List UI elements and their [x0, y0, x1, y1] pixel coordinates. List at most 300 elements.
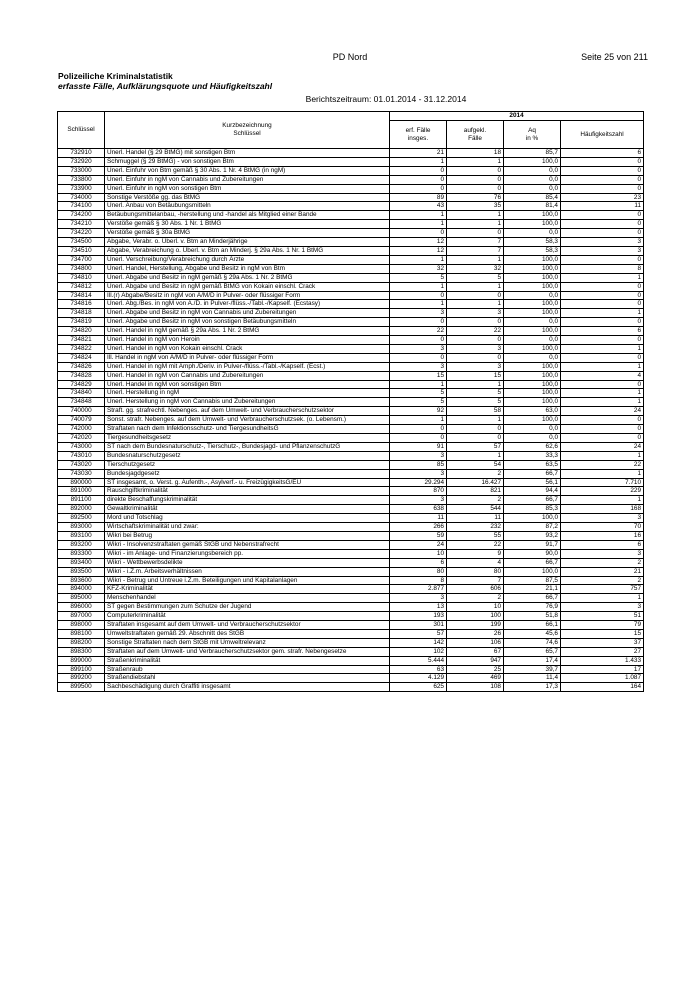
cell-description: Rauschgiftkriminalität: [105, 487, 390, 496]
cell-description: Straft. gg. strafrechtl. Nebenges. auf dem Umwelt- und Verbraucherschutzsektor: [105, 407, 390, 416]
cell-cases: 8: [390, 576, 447, 585]
cell-cases: 1: [390, 220, 447, 229]
cell-clearance-rate: 0,0: [504, 175, 561, 184]
cell-cases: 0: [390, 336, 447, 345]
col-header-cases-line2: insges.: [407, 134, 429, 142]
cell-frequency: 0: [561, 157, 644, 166]
cell-key: 734824: [58, 353, 105, 362]
table-row: [58, 264, 644, 273]
cell-key: 892500: [58, 514, 105, 523]
cell-key: 734829: [58, 380, 105, 389]
col-header-key: Schlüssel: [58, 112, 105, 149]
cell-cases: 0: [390, 425, 447, 434]
table-row: [58, 683, 644, 692]
cell-solved: 0: [447, 318, 504, 327]
table-row: [58, 362, 644, 371]
table-row: [58, 656, 644, 665]
cell-frequency: 2: [561, 558, 644, 567]
table-row: [58, 175, 644, 184]
table-row: [58, 229, 644, 238]
cell-solved: 3: [447, 344, 504, 353]
cell-clearance-rate: 85,3: [504, 505, 561, 514]
cell-solved: 1: [447, 300, 504, 309]
cell-frequency: 3: [561, 514, 644, 523]
cell-clearance-rate: 0,0: [504, 434, 561, 443]
cell-frequency: 0: [561, 255, 644, 264]
cell-frequency: 1: [561, 451, 644, 460]
cell-clearance-rate: 0,0: [504, 318, 561, 327]
cell-key: 734000: [58, 193, 105, 202]
col-header-cases: [390, 121, 447, 149]
cell-frequency: 0: [561, 300, 644, 309]
col-header-aq-line1: Aq: [528, 126, 536, 134]
cell-key: 899000: [58, 656, 105, 665]
cell-description: Wikri - Wettbewerbsdelikte: [105, 558, 390, 567]
cell-clearance-rate: 100,0: [504, 327, 561, 336]
cell-cases: 1: [390, 300, 447, 309]
cell-description: Sonstige Verstöße gg. das BtMG: [105, 193, 390, 202]
cell-description: Unerl. Einfuhr in ngM von sonstigen Btm: [105, 184, 390, 193]
table-row: [58, 255, 644, 264]
cell-description: Abgabe, Verabr. o. Überl. v. Btm an Minderjährige: [105, 238, 390, 247]
cell-clearance-rate: 58,3: [504, 246, 561, 255]
cell-description: Wirtschaftskriminalität und zwar:: [105, 523, 390, 532]
table-row: [58, 442, 644, 451]
cell-cases: 2.877: [390, 585, 447, 594]
cell-cases: 24: [390, 540, 447, 549]
cell-description: Betäubungsmittelanbau, -herstellung und -handel als Mitglied einer Bande: [105, 211, 390, 220]
table-row: [58, 603, 644, 612]
cell-key: 734818: [58, 309, 105, 318]
report-subtitle: erfasste Fälle, Aufklärungsquote und Häufigkeitszahl: [58, 81, 273, 91]
cell-frequency: 6: [561, 540, 644, 549]
cell-description: Straßenkriminalität: [105, 656, 390, 665]
reporting-period: Berichtszeitraum: 01.01.2014 - 31.12.2014: [305, 94, 467, 104]
cell-description: Unerl. Handel in ngM von sonstigen Btm: [105, 380, 390, 389]
table-row: [58, 149, 644, 158]
page-number: Seite 25 von 211: [581, 52, 648, 62]
cell-clearance-rate: 0,0: [504, 291, 561, 300]
cell-description: Unerl. Handel in ngM von Cannabis und Zubereitungen: [105, 371, 390, 380]
cell-clearance-rate: 58,3: [504, 238, 561, 247]
cell-frequency: 1: [561, 398, 644, 407]
cell-cases: 102: [390, 647, 447, 656]
cell-solved: 18: [447, 149, 504, 158]
cell-frequency: 1: [561, 496, 644, 505]
cell-clearance-rate: 39,7: [504, 665, 561, 674]
cell-solved: 4: [447, 558, 504, 567]
cell-solved: 1: [447, 255, 504, 264]
table-row: [58, 389, 644, 398]
cell-clearance-rate: 66,7: [504, 558, 561, 567]
cell-key: 734814: [58, 291, 105, 300]
table-row: [58, 478, 644, 487]
cell-key: 899500: [58, 683, 105, 692]
cell-key: 734100: [58, 202, 105, 211]
cell-key: 895000: [58, 594, 105, 603]
table-row: [58, 638, 644, 647]
cell-description: Straßendiebstahl: [105, 674, 390, 683]
cell-key: 732910: [58, 149, 105, 158]
cell-frequency: 23: [561, 193, 644, 202]
cell-cases: 638: [390, 505, 447, 514]
cell-clearance-rate: 100,0: [504, 264, 561, 273]
cell-cases: 12: [390, 246, 447, 255]
table-row: [58, 371, 644, 380]
cell-solved: 1: [447, 416, 504, 425]
table-row: [58, 460, 644, 469]
cell-key: 894000: [58, 585, 105, 594]
col-header-description-line1: Kurzbezeichnung: [222, 122, 272, 129]
cell-clearance-rate: 0,0: [504, 166, 561, 175]
cell-key: 742000: [58, 425, 105, 434]
cell-cases: 1: [390, 416, 447, 425]
table-row: [58, 576, 644, 585]
cell-solved: 1: [447, 211, 504, 220]
cell-description: Straftaten insgesamt auf dem Umwelt- und Verbraucherschutzsektor: [105, 621, 390, 630]
cell-description: Unerl. Abgabe und Besitz in ngM von Cannabis und Zubereitungen: [105, 309, 390, 318]
header-unit: PD Nord: [332, 52, 368, 62]
cell-cases: 0: [390, 166, 447, 175]
cell-cases: 92: [390, 407, 447, 416]
cell-frequency: 168: [561, 505, 644, 514]
cell-cases: 1: [390, 380, 447, 389]
cell-solved: 1: [447, 220, 504, 229]
cell-cases: 11: [390, 514, 447, 523]
table-row: [58, 629, 644, 638]
cell-key: 899100: [58, 665, 105, 674]
cell-cases: 3: [390, 362, 447, 371]
cell-solved: 7: [447, 246, 504, 255]
cell-frequency: 1: [561, 309, 644, 318]
cell-key: 897000: [58, 612, 105, 621]
table-row: [58, 202, 644, 211]
cell-description: Verstöße gemäß § 30 Abs. 1 Nr. 1 BtMG: [105, 220, 390, 229]
cell-frequency: 0: [561, 425, 644, 434]
table-row: [58, 193, 644, 202]
cell-clearance-rate: 17,4: [504, 656, 561, 665]
cell-solved: 1: [447, 380, 504, 389]
table-row: [58, 238, 644, 247]
cell-cases: 5: [390, 398, 447, 407]
cell-key: 734510: [58, 246, 105, 255]
table-row: [58, 558, 644, 567]
cell-solved: 0: [447, 353, 504, 362]
cell-cases: 91: [390, 442, 447, 451]
cell-cases: 0: [390, 291, 447, 300]
cell-cases: 3: [390, 496, 447, 505]
cell-clearance-rate: 0,0: [504, 353, 561, 362]
cell-solved: 0: [447, 336, 504, 345]
cell-cases: 1: [390, 282, 447, 291]
col-header-frequency: Häufigkeitszahl: [561, 121, 644, 149]
cell-key: 743030: [58, 469, 105, 478]
cell-frequency: 3: [561, 246, 644, 255]
cell-frequency: 15: [561, 629, 644, 638]
cell-description: Straftaten auf dem Umwelt- und Verbraucherschutzsektor gem. strafr. Nebengesetze: [105, 647, 390, 656]
col-header-year: 2014: [390, 112, 644, 121]
cell-key: 734200: [58, 211, 105, 220]
cell-clearance-rate: 94,4: [504, 487, 561, 496]
cell-key: 734810: [58, 273, 105, 282]
cell-clearance-rate: 100,0: [504, 255, 561, 264]
cell-cases: 0: [390, 184, 447, 193]
cell-key: 734820: [58, 327, 105, 336]
cell-frequency: 1: [561, 273, 644, 282]
cell-key: 734816: [58, 300, 105, 309]
cell-key: 740000: [58, 407, 105, 416]
cell-frequency: 0: [561, 166, 644, 175]
cell-key: 742020: [58, 434, 105, 443]
cell-clearance-rate: 90,0: [504, 549, 561, 558]
cell-description: Mord und Totschlag: [105, 514, 390, 523]
cell-frequency: 229: [561, 487, 644, 496]
cell-key: 891000: [58, 487, 105, 496]
cell-frequency: 164: [561, 683, 644, 692]
cell-clearance-rate: 100,0: [504, 220, 561, 229]
cell-clearance-rate: 87,5: [504, 576, 561, 585]
cell-cases: 5: [390, 273, 447, 282]
cell-description: Verstöße gemäß § 30a BtMG: [105, 229, 390, 238]
cell-solved: 2: [447, 469, 504, 478]
cell-frequency: 757: [561, 585, 644, 594]
cell-description: Wikri - i.Z.m. Arbeitsverhältnissen: [105, 567, 390, 576]
table-row: [58, 416, 644, 425]
cell-cases: 0: [390, 434, 447, 443]
cell-solved: 9: [447, 549, 504, 558]
cell-key: 734700: [58, 255, 105, 264]
table-row: [58, 336, 644, 345]
cell-description: Menschenhandel: [105, 594, 390, 603]
table-row: [58, 380, 644, 389]
cell-description: Unerl. Herstellung in ngM: [105, 389, 390, 398]
cell-cases: 1: [390, 157, 447, 166]
cell-clearance-rate: 66,7: [504, 496, 561, 505]
cell-key: 734220: [58, 229, 105, 238]
cell-description: Wikri - im Anlage- und Finanzierungsbereich pp.: [105, 549, 390, 558]
cell-frequency: 22: [561, 460, 644, 469]
col-header-aq-line2: in %: [525, 134, 539, 142]
cell-key: 898000: [58, 621, 105, 630]
cell-solved: 22: [447, 540, 504, 549]
cell-clearance-rate: 100,0: [504, 344, 561, 353]
table-row: [58, 567, 644, 576]
cell-cases: 3: [390, 451, 447, 460]
cell-clearance-rate: 0,0: [504, 184, 561, 193]
cell-frequency: 0: [561, 291, 644, 300]
table-row: [58, 451, 644, 460]
cell-frequency: 1: [561, 594, 644, 603]
cell-key: 743010: [58, 451, 105, 460]
cell-solved: 2: [447, 496, 504, 505]
cell-frequency: 0: [561, 282, 644, 291]
cell-clearance-rate: 85,4: [504, 193, 561, 202]
cell-key: 893200: [58, 540, 105, 549]
cell-frequency: 1.433: [561, 656, 644, 665]
table-row: [58, 621, 644, 630]
cell-cases: 0: [390, 318, 447, 327]
table-row: [58, 398, 644, 407]
cell-description: Tierschutzgesetz: [105, 460, 390, 469]
cell-frequency: 6: [561, 327, 644, 336]
cell-frequency: 3: [561, 549, 644, 558]
cell-clearance-rate: 100,0: [504, 211, 561, 220]
cell-cases: 0: [390, 175, 447, 184]
table-row: [58, 407, 644, 416]
table-row: [58, 318, 644, 327]
cell-description: Unerl. Handel in ngM gemäß § 29a Abs. 1 Nr. 2 BtMG: [105, 327, 390, 336]
table-row: [58, 540, 644, 549]
cell-cases: 3: [390, 309, 447, 318]
cell-frequency: 17: [561, 665, 644, 674]
cell-cases: 85: [390, 460, 447, 469]
cell-clearance-rate: 0,0: [504, 336, 561, 345]
cell-frequency: 24: [561, 407, 644, 416]
cell-frequency: 0: [561, 211, 644, 220]
cell-clearance-rate: 45,6: [504, 629, 561, 638]
cell-description: Ill.(r) Abgabe/Besitz in ngM von A/M/D in Pulver- oder flüssiger Form: [105, 291, 390, 300]
cell-description: Bundesjagdgesetz: [105, 469, 390, 478]
table-row: [58, 585, 644, 594]
cell-frequency: 8: [561, 264, 644, 273]
cell-solved: 0: [447, 184, 504, 193]
cell-description: direkte Beschaffungskriminalität: [105, 496, 390, 505]
cell-key: 899200: [58, 674, 105, 683]
cell-description: Tiergesundheitsgesetz: [105, 434, 390, 443]
cell-cases: 13: [390, 603, 447, 612]
cell-solved: 106: [447, 638, 504, 647]
table-row: [58, 469, 644, 478]
cell-description: Unerl. Handel, Herstellung, Abgabe und Besitz in ngM von Btm: [105, 264, 390, 273]
cell-frequency: 3: [561, 238, 644, 247]
cell-description: Unerl. Handel in ngM mit Amph./Deriv. in Pulver-/flüss.-/Tabl.-/Kapself. (Ecst.): [105, 362, 390, 371]
cell-clearance-rate: 100,0: [504, 514, 561, 523]
cell-cases: 870: [390, 487, 447, 496]
cell-key: 734210: [58, 220, 105, 229]
table-row: [58, 220, 644, 229]
cell-solved: 0: [447, 434, 504, 443]
cell-clearance-rate: 51,8: [504, 612, 561, 621]
table-row: [58, 291, 644, 300]
cell-key: 733800: [58, 175, 105, 184]
cell-solved: 54: [447, 460, 504, 469]
cell-description: Unerl. Anbau von Betäubungsmitteln: [105, 202, 390, 211]
cell-solved: 0: [447, 166, 504, 175]
cell-key: 893300: [58, 549, 105, 558]
cell-frequency: 6: [561, 149, 644, 158]
cell-description: Abgabe, Verabreichung o. Überl. v. Btm an Minderj. § 29a Abs. 1 Nr. 1 BtMG: [105, 246, 390, 255]
cell-cases: 1: [390, 211, 447, 220]
cell-cases: 32: [390, 264, 447, 273]
cell-description: Unerl. Herstellung in ngM von Cannabis und Zubereitungen: [105, 398, 390, 407]
cell-key: 898100: [58, 629, 105, 638]
cell-clearance-rate: 85,7: [504, 149, 561, 158]
cell-clearance-rate: 0,0: [504, 229, 561, 238]
cell-description: Unerl. Abgabe und Besitz in ngM von sonstigen Betäubungsmitteln: [105, 318, 390, 327]
cell-key: 732920: [58, 157, 105, 166]
table-row: [58, 282, 644, 291]
table-row: [58, 505, 644, 514]
cell-key: 893100: [58, 531, 105, 540]
cell-frequency: 1: [561, 469, 644, 478]
table-row: [58, 647, 644, 656]
cell-solved: 15: [447, 371, 504, 380]
cell-solved: 5: [447, 398, 504, 407]
cell-clearance-rate: 66,1: [504, 621, 561, 630]
cell-description: KFZ-Kriminalität: [105, 585, 390, 594]
cell-description: Unerl. Abgabe und Besitz in ngM gemäß § 29a Abs. 1 Nr. 2 BtMG: [105, 273, 390, 282]
table-row: [58, 531, 644, 540]
cell-solved: 0: [447, 229, 504, 238]
cell-cases: 57: [390, 629, 447, 638]
cell-solved: 3: [447, 362, 504, 371]
cell-cases: 3: [390, 594, 447, 603]
cell-clearance-rate: 81,4: [504, 202, 561, 211]
cell-cases: 142: [390, 638, 447, 647]
cell-frequency: 0: [561, 318, 644, 327]
cell-cases: 6: [390, 558, 447, 567]
cell-frequency: 3: [561, 603, 644, 612]
table-row: [58, 496, 644, 505]
cell-frequency: 79: [561, 621, 644, 630]
cell-solved: 947: [447, 656, 504, 665]
col-header-solved: [447, 121, 504, 149]
cell-key: 898300: [58, 647, 105, 656]
cell-solved: 0: [447, 175, 504, 184]
cell-frequency: 2: [561, 576, 644, 585]
cell-solved: 67: [447, 647, 504, 656]
cell-key: 893500: [58, 567, 105, 576]
cell-key: 734848: [58, 398, 105, 407]
cell-description: Straßenraub: [105, 665, 390, 674]
cell-solved: 32: [447, 264, 504, 273]
table-row: [58, 612, 644, 621]
table-row: [58, 246, 644, 255]
cell-key: 896000: [58, 603, 105, 612]
cell-cases: 3: [390, 344, 447, 353]
cell-frequency: 21: [561, 567, 644, 576]
cell-clearance-rate: 56,1: [504, 478, 561, 487]
cell-clearance-rate: 100,0: [504, 567, 561, 576]
col-header-solved-line2: Fälle: [468, 134, 482, 142]
cell-clearance-rate: 66,7: [504, 594, 561, 603]
cell-key: 734828: [58, 371, 105, 380]
cell-key: 734840: [58, 389, 105, 398]
cell-solved: 22: [447, 327, 504, 336]
cell-solved: 10: [447, 603, 504, 612]
table-row: [58, 514, 644, 523]
cell-clearance-rate: 91,7: [504, 540, 561, 549]
table-row: [58, 184, 644, 193]
cell-cases: 0: [390, 353, 447, 362]
table-row: [58, 300, 644, 309]
cell-description: Bundesnaturschutzgesetz: [105, 451, 390, 460]
cell-description: ST nach dem Bundesnaturschutz-, Tierschutz-, Bundesjagd- und PflanzenschutzG: [105, 442, 390, 451]
cell-frequency: 16: [561, 531, 644, 540]
cell-key: 898200: [58, 638, 105, 647]
cell-description: Unerl. Einfuhr von Btm gemäß § 30 Abs. 1 Nr. 4 BtMG (in ngM): [105, 166, 390, 175]
col-header-solved-line1: aufgekl.: [463, 126, 487, 134]
cell-description: Unerl. Handel (§ 29 BtMG) mit sonstigen Btm: [105, 149, 390, 158]
table-row: [58, 425, 644, 434]
cell-solved: 232: [447, 523, 504, 532]
cell-frequency: 24: [561, 442, 644, 451]
cell-clearance-rate: 63,5: [504, 460, 561, 469]
cell-frequency: 0: [561, 175, 644, 184]
report-title: Polizeiliche Kriminalstatistik: [58, 71, 173, 81]
cell-key: 890000: [58, 478, 105, 487]
cell-solved: 0: [447, 425, 504, 434]
